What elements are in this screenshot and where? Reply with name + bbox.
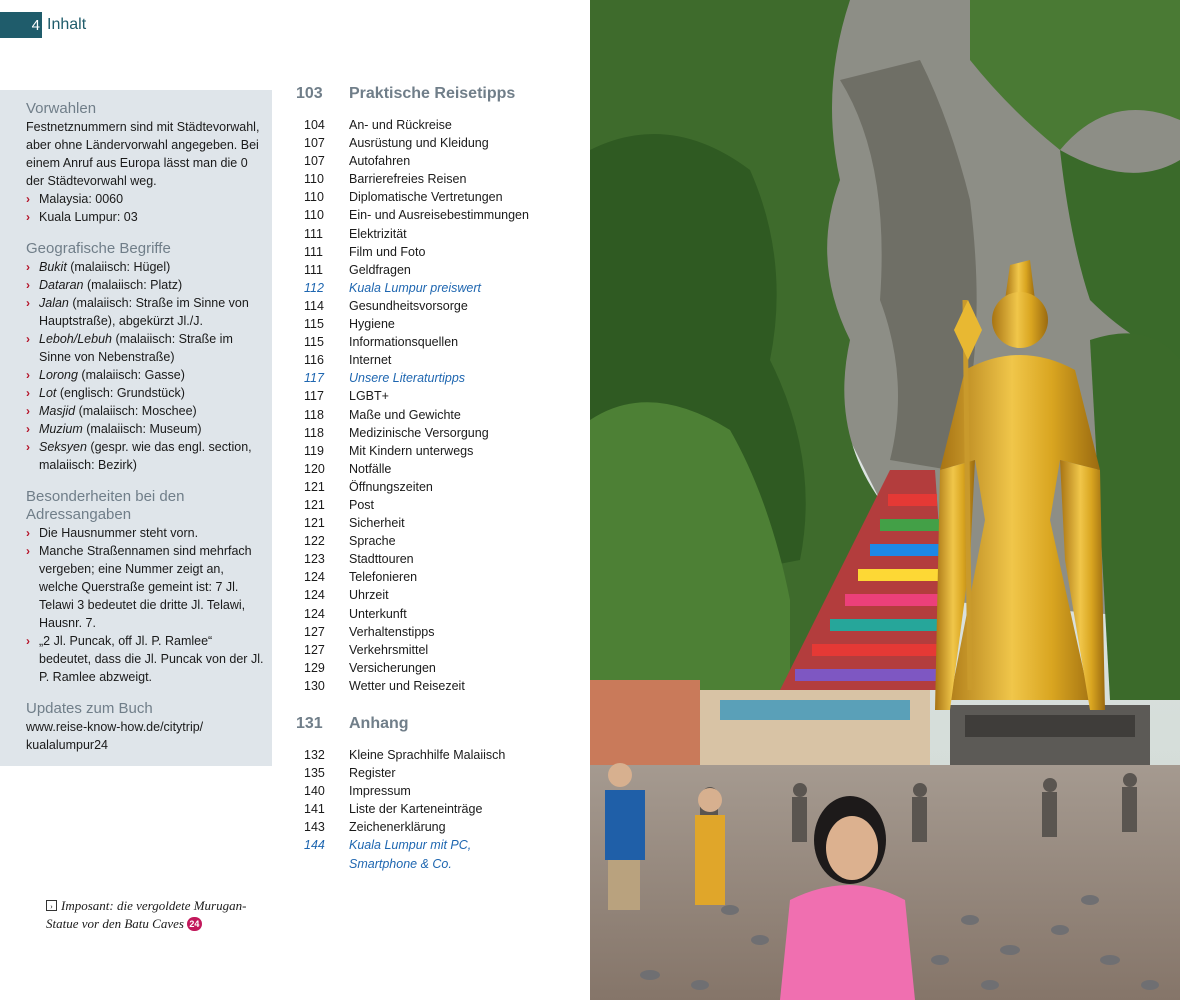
photo-caption bbox=[46, 897, 276, 933]
toc-entry[interactable] bbox=[296, 369, 580, 387]
infobox-text: www.reise-know-how.de/citytrip/ kualalumpur24 bbox=[26, 720, 204, 752]
toc-entry-page: 107 bbox=[304, 136, 325, 151]
toc-entry-title: Diplomatische Vertretungen bbox=[349, 190, 503, 205]
term-description: (malaiisch: Museum) bbox=[82, 422, 202, 436]
toc-section-title: Anhang bbox=[349, 715, 409, 732]
toc-entry-title: Telefonieren bbox=[349, 570, 418, 585]
toc-entry-page: 119 bbox=[304, 443, 324, 458]
toc-entry-title: Kleine Sprachhilfe Malaiisch bbox=[349, 748, 506, 762]
list-item bbox=[26, 438, 264, 474]
term-description: (malaiisch: Straße im Sinne von Nebenstraße) bbox=[39, 332, 233, 364]
toc-entry[interactable] bbox=[296, 225, 580, 243]
term-description: Manche Straßennamen sind mehrfach vergeben; eine Nummer zeigt an, welche Querstraße gemeint ist: 7 Jl. Telawi 3 bedeutet die dritte Jl. Telawi, Hausnr. 7. bbox=[39, 544, 252, 630]
toc-entry-title: Zeichenerklärung bbox=[349, 820, 446, 835]
toc-entry-page: 121 bbox=[304, 479, 325, 494]
toc-entry-page: 124 bbox=[304, 570, 325, 585]
term: Dataran bbox=[39, 278, 84, 292]
toc-entry[interactable] bbox=[296, 532, 580, 550]
bullet-arrow-icon: › bbox=[26, 422, 30, 436]
toc-entry[interactable] bbox=[296, 424, 580, 442]
bullet-arrow-icon: › bbox=[26, 544, 30, 558]
term-description: (malaiisch: Gasse) bbox=[77, 368, 185, 382]
toc-entry-page: 127 bbox=[304, 642, 325, 657]
toc-entry[interactable] bbox=[296, 514, 580, 532]
toc-entry[interactable] bbox=[296, 152, 580, 170]
toc-section-title: Praktische Reisetipps bbox=[349, 85, 516, 102]
toc-entry-page: 110 bbox=[304, 172, 324, 187]
term-description: Kuala Lumpur: 03 bbox=[39, 210, 138, 224]
toc-list bbox=[296, 116, 580, 695]
toc-entry-page: 120 bbox=[304, 461, 325, 476]
toc-entry-page: 127 bbox=[304, 624, 325, 639]
list-item bbox=[26, 524, 264, 542]
term: Seksyen bbox=[39, 440, 87, 454]
toc-entry[interactable] bbox=[296, 818, 580, 836]
toc-entry-page: 104 bbox=[304, 118, 325, 132]
bullet-arrow-icon: › bbox=[26, 296, 30, 310]
list-item bbox=[26, 632, 264, 686]
toc-list bbox=[296, 746, 580, 873]
toc-entry-title: Uhrzeit bbox=[349, 588, 389, 603]
toc-entry[interactable] bbox=[296, 243, 580, 261]
bullet-arrow-icon: › bbox=[26, 368, 30, 382]
toc-entry-title: Elektrizität bbox=[349, 226, 407, 241]
term: Leboh/Lebuh bbox=[39, 332, 112, 346]
toc-entry-title: Kuala Lumpur preiswert bbox=[349, 280, 482, 295]
batu-caves-photo bbox=[590, 0, 1180, 1000]
toc-entry[interactable] bbox=[296, 746, 580, 764]
toc-entry[interactable] bbox=[296, 623, 580, 641]
toc-entry[interactable] bbox=[296, 279, 580, 297]
toc-entry-title: Liste der Karteneinträge bbox=[349, 802, 483, 817]
list-item bbox=[26, 402, 264, 420]
toc-entry-page: 118 bbox=[304, 407, 324, 422]
toc-entry-title: Barrierefreies Reisen bbox=[349, 172, 467, 187]
term-description: (malaiisch: Moschee) bbox=[75, 404, 197, 418]
list-item bbox=[26, 276, 264, 294]
list-item bbox=[26, 294, 264, 330]
toc-entry[interactable] bbox=[296, 387, 580, 405]
toc-entry-page: 140 bbox=[304, 784, 325, 799]
toc-entry[interactable] bbox=[296, 800, 580, 818]
location-badge: 24 bbox=[187, 917, 202, 931]
toc-entry-title: Medizinische Versorgung bbox=[349, 425, 489, 440]
toc-section-page: 131 bbox=[296, 715, 323, 732]
bullet-arrow-icon: › bbox=[26, 440, 30, 454]
toc-entry-page: 110 bbox=[304, 208, 324, 223]
toc-entry-title: Gesundheitsvorsorge bbox=[349, 298, 468, 313]
toc-entry-page: 111 bbox=[304, 226, 324, 241]
toc-entry-page: 123 bbox=[304, 552, 325, 567]
toc-entry-title: Internet bbox=[349, 353, 392, 368]
bullet-arrow-icon: › bbox=[26, 210, 30, 224]
toc-entry-page: 121 bbox=[304, 516, 325, 531]
toc-entry-page: 111 bbox=[304, 244, 324, 259]
list-item bbox=[26, 208, 264, 226]
infobox-section bbox=[26, 100, 264, 226]
info-box bbox=[0, 90, 272, 766]
bullet-arrow-icon: › bbox=[26, 192, 30, 206]
toc-entry-page: 112 bbox=[304, 280, 324, 295]
list-item bbox=[26, 190, 264, 208]
toc-entry-page: 132 bbox=[304, 748, 325, 762]
toc-entry[interactable] bbox=[296, 586, 580, 604]
infobox-section bbox=[26, 240, 264, 474]
bullet-arrow-icon: › bbox=[26, 386, 30, 400]
list-item bbox=[26, 330, 264, 366]
infobox-section bbox=[26, 488, 264, 686]
infobox-list bbox=[26, 524, 264, 686]
bullet-arrow-icon: › bbox=[26, 278, 30, 292]
toc-entry-page: 135 bbox=[304, 766, 325, 781]
toc-entry-title: Impressum bbox=[349, 784, 411, 799]
toc-entry-title: An- und Rückreise bbox=[349, 118, 452, 132]
page-header bbox=[0, 12, 86, 38]
toc-entry-page: 117 bbox=[304, 371, 324, 386]
page-number: 4 bbox=[0, 12, 42, 38]
list-item bbox=[26, 384, 264, 402]
term-description: (malaiisch: Straße im Sinne von Hauptstraße), abgekürzt Jl./J. bbox=[39, 296, 249, 328]
list-item bbox=[26, 258, 264, 276]
toc-entry-page: 129 bbox=[304, 660, 325, 675]
toc-entry[interactable] bbox=[296, 460, 580, 478]
toc-entry[interactable] bbox=[296, 315, 580, 333]
toc-entry[interactable] bbox=[296, 677, 580, 695]
term: Masjid bbox=[39, 404, 76, 418]
toc-section-heading bbox=[296, 82, 580, 106]
toc-entry-page: 143 bbox=[304, 820, 325, 835]
toc-entry-title: Autofahren bbox=[349, 154, 411, 169]
toc-entry-page: 141 bbox=[304, 802, 325, 817]
infobox-list bbox=[26, 258, 264, 474]
term-description: „2 Jl. Puncak, off Jl. P. Ramlee“ bedeutet, dass die Jl. Puncak von der Jl. P. Ramlee abzweigt. bbox=[39, 634, 264, 684]
term-description: Malaysia: 0060 bbox=[39, 192, 124, 206]
toc-entry-title: Kuala Lumpur mit PC, Smartphone & Co. bbox=[349, 838, 472, 871]
infobox-heading: Vorwahlen bbox=[26, 100, 97, 117]
term-description: Die Hausnummer steht vorn. bbox=[39, 526, 199, 540]
toc-entry-page: 121 bbox=[304, 497, 325, 512]
toc-entry-title: Sprache bbox=[349, 534, 396, 549]
list-item bbox=[26, 366, 264, 384]
term-description: (gespr. wie das engl. section, malaiisch: Bezirk) bbox=[39, 440, 252, 472]
toc-entry-title: Film und Foto bbox=[349, 244, 426, 259]
toc-entry[interactable] bbox=[296, 351, 580, 369]
toc-entry-title: Post bbox=[349, 497, 375, 512]
toc-entry-title: Mit Kindern unterwegs bbox=[349, 443, 474, 458]
toc-entry-title: Geldfragen bbox=[349, 262, 411, 277]
term: Muzium bbox=[39, 422, 83, 436]
toc-entry-page: 117 bbox=[304, 389, 324, 404]
toc-entry[interactable] bbox=[296, 206, 580, 224]
term-description: (englisch: Grundstück) bbox=[56, 386, 185, 400]
list-item bbox=[26, 542, 264, 632]
toc-entry-page: 130 bbox=[304, 678, 325, 693]
toc-entry-page: 107 bbox=[304, 154, 325, 169]
toc-entry-title: Versicherungen bbox=[349, 660, 436, 675]
toc-entry[interactable] bbox=[296, 641, 580, 659]
toc-entry[interactable] bbox=[296, 297, 580, 315]
toc-entry-title: Stadttouren bbox=[349, 552, 414, 567]
list-item bbox=[26, 420, 264, 438]
photo-ref-icon: › bbox=[46, 900, 57, 911]
toc-entry[interactable] bbox=[296, 568, 580, 586]
toc-entry-page: 115 bbox=[304, 335, 324, 350]
toc-entry-page: 110 bbox=[304, 190, 324, 205]
toc-section bbox=[296, 82, 580, 695]
toc-entry-title: Maße und Gewichte bbox=[349, 407, 461, 422]
toc-entry-page: 124 bbox=[304, 588, 325, 603]
toc-entry-title: Verhaltenstipps bbox=[349, 624, 435, 639]
toc-entry-title: Register bbox=[349, 766, 396, 781]
infobox-text: Festnetznummern sind mit Städtevorwahl, aber ohne Ländervorwahl angegeben. Bei einem Anruf aus Europa lässt man die 0 der Städtevorwahl weg. bbox=[26, 120, 260, 188]
toc-entry[interactable] bbox=[296, 188, 580, 206]
toc-entry-page: 122 bbox=[304, 534, 325, 549]
toc-entry[interactable] bbox=[296, 406, 580, 424]
term: Lot bbox=[39, 386, 57, 400]
toc-section-heading bbox=[296, 712, 580, 736]
toc-entry-title: LGBT+ bbox=[349, 389, 389, 404]
toc-entry-title: Unsere Literaturtipps bbox=[349, 371, 466, 386]
bullet-arrow-icon: › bbox=[26, 332, 30, 346]
toc-entry-title: Ausrüstung und Kleidung bbox=[349, 136, 489, 151]
toc-entry-title: Notfälle bbox=[349, 461, 392, 476]
bullet-arrow-icon: › bbox=[26, 260, 30, 274]
caption-text: Imposant: die vergoldete Murugan-Statue vor den Batu Caves bbox=[46, 898, 247, 931]
toc-section bbox=[296, 712, 580, 873]
toc-entry[interactable] bbox=[296, 333, 580, 351]
toc-entry[interactable] bbox=[296, 605, 580, 623]
term-description: (malaiisch: Hügel) bbox=[66, 260, 171, 274]
infobox-heading: Updates zum Buch bbox=[26, 700, 153, 717]
toc-entry-page: 111 bbox=[304, 262, 324, 277]
table-of-contents bbox=[296, 82, 580, 873]
toc-entry[interactable] bbox=[296, 116, 580, 134]
toc-entry-title: Informationsquellen bbox=[349, 335, 459, 350]
toc-entry-title: Wetter und Reisezeit bbox=[349, 678, 465, 693]
toc-entry-page: 116 bbox=[304, 353, 324, 368]
toc-section-page: 103 bbox=[296, 85, 323, 102]
bullet-arrow-icon: › bbox=[26, 526, 30, 540]
toc-entry-title: Hygiene bbox=[349, 317, 395, 332]
term: Jalan bbox=[39, 296, 69, 310]
toc-entry[interactable] bbox=[296, 659, 580, 677]
toc-entry[interactable] bbox=[296, 478, 580, 496]
toc-entry-title: Öffnungszeiten bbox=[349, 479, 433, 494]
toc-entry-page: 124 bbox=[304, 606, 325, 621]
bullet-arrow-icon: › bbox=[26, 634, 30, 648]
infobox-section bbox=[26, 700, 264, 754]
page-title: Inhalt bbox=[47, 16, 87, 33]
toc-entry[interactable] bbox=[296, 261, 580, 279]
bullet-arrow-icon: › bbox=[26, 404, 30, 418]
toc-entry-title: Ein- und Ausreisebestimmungen bbox=[349, 208, 529, 223]
infobox-list bbox=[26, 190, 264, 226]
term: Lorong bbox=[39, 368, 78, 382]
toc-entry-title: Verkehrsmittel bbox=[349, 642, 429, 657]
infobox-heading: Geografische Begriffe bbox=[26, 240, 171, 257]
toc-entry[interactable] bbox=[296, 134, 580, 152]
toc-entry[interactable] bbox=[296, 170, 580, 188]
toc-entry[interactable] bbox=[296, 442, 580, 460]
toc-entry-page: 114 bbox=[304, 298, 324, 313]
term-description: (malaiisch: Platz) bbox=[83, 278, 183, 292]
toc-entry[interactable] bbox=[296, 764, 580, 782]
toc-entry[interactable] bbox=[296, 836, 580, 872]
toc-entry[interactable] bbox=[296, 782, 580, 800]
toc-entry[interactable] bbox=[296, 496, 580, 514]
infobox-heading: Besonderheiten bei den Adressangaben bbox=[26, 488, 185, 523]
toc-entry-title: Sicherheit bbox=[349, 516, 405, 531]
toc-entry-page: 115 bbox=[304, 317, 324, 332]
toc-entry-page: 118 bbox=[304, 425, 324, 440]
toc-entry-page: 144 bbox=[304, 838, 325, 853]
toc-entry[interactable] bbox=[296, 550, 580, 568]
term: Bukit bbox=[39, 260, 67, 274]
toc-entry-title: Unterkunft bbox=[349, 606, 407, 621]
